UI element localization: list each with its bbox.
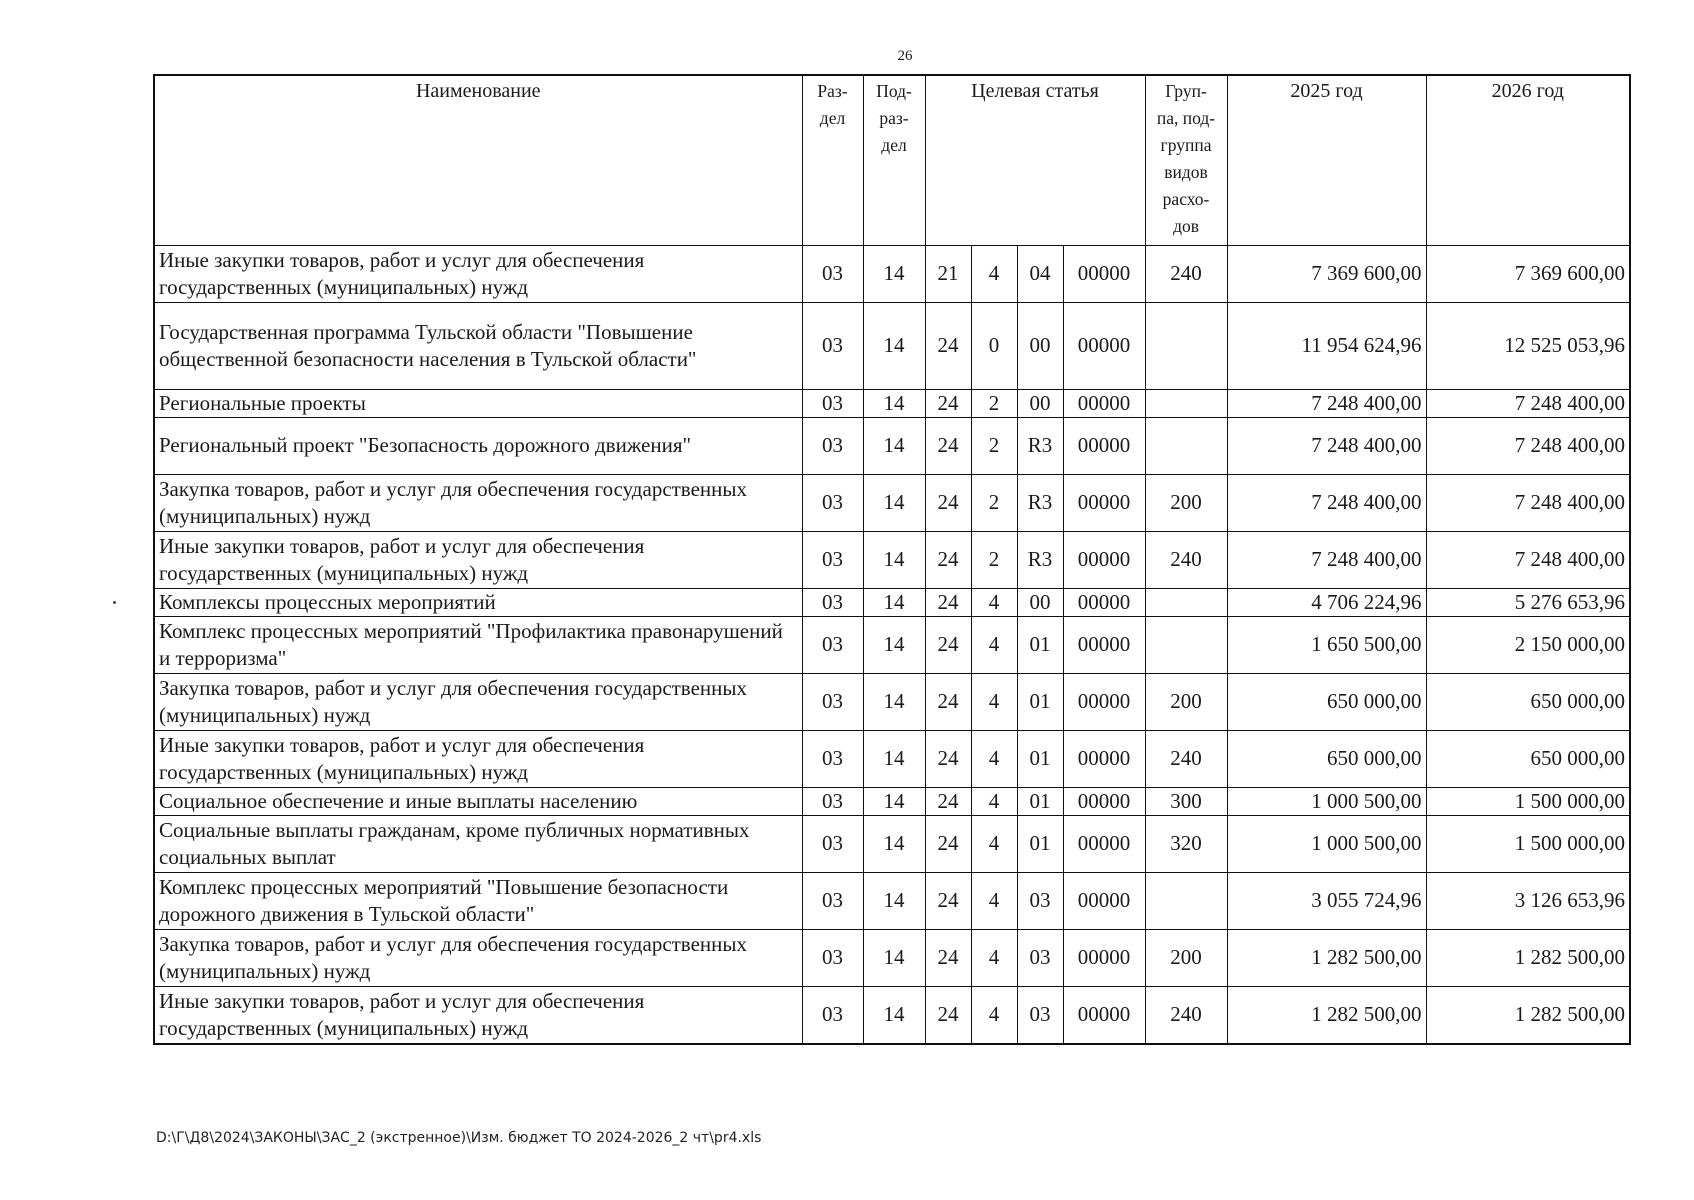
cell-target-subprogram: 0 xyxy=(971,302,1017,389)
cell-name: Региональный проект "Безопасность дорожного движения" xyxy=(154,417,802,474)
cell-expense-group: 300 xyxy=(1145,787,1227,815)
header-target-article: Целевая статья xyxy=(925,75,1145,245)
cell-razdel: 03 xyxy=(802,815,863,872)
cell-expense-group xyxy=(1145,302,1227,389)
cell-expense-group xyxy=(1145,389,1227,417)
cell-amount-2026: 7 248 400,00 xyxy=(1426,474,1630,531)
cell-target-program: 24 xyxy=(925,929,971,986)
cell-amount-2026: 5 276 653,96 xyxy=(1426,588,1630,616)
cell-amount-2026: 3 126 653,96 xyxy=(1426,872,1630,929)
cell-amount-2025: 1 282 500,00 xyxy=(1227,929,1426,986)
cell-expense-group xyxy=(1145,872,1227,929)
cell-target-subprogram: 4 xyxy=(971,730,1017,787)
cell-target-program: 24 xyxy=(925,730,971,787)
cell-target-event: 03 xyxy=(1017,872,1063,929)
cell-name: Закупка товаров, работ и услуг для обеспечения государственных (муниципальных) нужд xyxy=(154,929,802,986)
table-row xyxy=(154,616,1630,673)
cell-amount-2025: 7 248 400,00 xyxy=(1227,531,1426,588)
table-row xyxy=(154,389,1630,417)
cell-target-program: 24 xyxy=(925,302,971,389)
cell-amount-2025: 1 650 500,00 xyxy=(1227,616,1426,673)
cell-target-subprogram: 2 xyxy=(971,531,1017,588)
header-podrazdel-line-2: раз- xyxy=(879,108,909,128)
cell-target-direction: 00000 xyxy=(1063,787,1145,815)
cell-razdel: 03 xyxy=(802,245,863,302)
header-expense-group xyxy=(1145,75,1227,245)
cell-target-subprogram: 4 xyxy=(971,815,1017,872)
cell-name: Иные закупки товаров, работ и услуг для обеспечения государственных (муниципальных) нужд xyxy=(154,245,802,302)
cell-razdel: 03 xyxy=(802,616,863,673)
cell-amount-2025: 650 000,00 xyxy=(1227,673,1426,730)
cell-amount-2026: 7 248 400,00 xyxy=(1426,531,1630,588)
cell-razdel: 03 xyxy=(802,872,863,929)
cell-podrazdel: 14 xyxy=(863,929,925,986)
cell-target-program: 24 xyxy=(925,531,971,588)
cell-razdel: 03 xyxy=(802,474,863,531)
cell-target-subprogram: 4 xyxy=(971,588,1017,616)
cell-amount-2025: 1 000 500,00 xyxy=(1227,815,1426,872)
file-path-footer: D:\Г\Д8\2024\ЗАКОНЫ\ЗАС_2 (экстренное)\Изм. бюджет ТО 2024-2026_2 чт\pr4.xls xyxy=(156,1130,762,1146)
cell-target-event: 00 xyxy=(1017,389,1063,417)
cell-amount-2025: 7 248 400,00 xyxy=(1227,389,1426,417)
table-row xyxy=(154,815,1630,872)
header-razdel-line-1: Раз- xyxy=(817,81,848,101)
cell-target-event: R3 xyxy=(1017,531,1063,588)
cell-target-program: 24 xyxy=(925,673,971,730)
scan-speck xyxy=(113,601,116,604)
cell-target-subprogram: 4 xyxy=(971,673,1017,730)
header-group-line-3: группа xyxy=(1160,135,1212,155)
cell-podrazdel: 14 xyxy=(863,245,925,302)
cell-name: Закупка товаров, работ и услуг для обеспечения государственных (муниципальных) нужд xyxy=(154,673,802,730)
cell-target-program: 24 xyxy=(925,588,971,616)
header-razdel-line-2: дел xyxy=(819,108,846,128)
cell-amount-2025: 650 000,00 xyxy=(1227,730,1426,787)
cell-target-program: 24 xyxy=(925,787,971,815)
cell-amount-2026: 650 000,00 xyxy=(1426,730,1630,787)
cell-target-subprogram: 2 xyxy=(971,417,1017,474)
cell-podrazdel: 14 xyxy=(863,986,925,1044)
cell-razdel: 03 xyxy=(802,417,863,474)
cell-expense-group: 240 xyxy=(1145,245,1227,302)
cell-target-event: 01 xyxy=(1017,673,1063,730)
cell-amount-2025: 1 000 500,00 xyxy=(1227,787,1426,815)
cell-target-program: 21 xyxy=(925,245,971,302)
cell-target-program: 24 xyxy=(925,815,971,872)
cell-target-subprogram: 2 xyxy=(971,389,1017,417)
cell-podrazdel: 14 xyxy=(863,531,925,588)
header-podrazdel-line-1: Под- xyxy=(876,81,912,101)
cell-target-subprogram: 4 xyxy=(971,787,1017,815)
cell-amount-2026: 1 500 000,00 xyxy=(1426,815,1630,872)
cell-podrazdel: 14 xyxy=(863,787,925,815)
table-row xyxy=(154,302,1630,389)
cell-target-event: 01 xyxy=(1017,787,1063,815)
cell-amount-2026: 7 248 400,00 xyxy=(1426,417,1630,474)
cell-podrazdel: 14 xyxy=(863,417,925,474)
cell-target-direction: 00000 xyxy=(1063,588,1145,616)
cell-expense-group: 200 xyxy=(1145,673,1227,730)
cell-name: Социальное обеспечение и иные выплаты населению xyxy=(154,787,802,815)
cell-target-event: 01 xyxy=(1017,616,1063,673)
cell-expense-group: 240 xyxy=(1145,730,1227,787)
table-row xyxy=(154,245,1630,302)
cell-amount-2025: 3 055 724,96 xyxy=(1227,872,1426,929)
cell-target-subprogram: 4 xyxy=(971,872,1017,929)
cell-target-event: 04 xyxy=(1017,245,1063,302)
cell-podrazdel: 14 xyxy=(863,815,925,872)
cell-amount-2026: 12 525 053,96 xyxy=(1426,302,1630,389)
cell-amount-2026: 7 248 400,00 xyxy=(1426,389,1630,417)
cell-podrazdel: 14 xyxy=(863,730,925,787)
cell-amount-2025: 11 954 624,96 xyxy=(1227,302,1426,389)
cell-target-event: 03 xyxy=(1017,986,1063,1044)
cell-target-direction: 00000 xyxy=(1063,474,1145,531)
cell-razdel: 03 xyxy=(802,673,863,730)
cell-target-program: 24 xyxy=(925,474,971,531)
cell-podrazdel: 14 xyxy=(863,302,925,389)
header-group-line-4: видов xyxy=(1164,162,1208,182)
cell-amount-2026: 1 282 500,00 xyxy=(1426,929,1630,986)
cell-target-event: 03 xyxy=(1017,929,1063,986)
cell-target-event: 01 xyxy=(1017,730,1063,787)
cell-name: Государственная программа Тульской области "Повышение общественной безопасности населения в Тульской области" xyxy=(154,302,802,389)
cell-name: Закупка товаров, работ и услуг для обеспечения государственных (муниципальных) нужд xyxy=(154,474,802,531)
table-row xyxy=(154,787,1630,815)
cell-amount-2026: 2 150 000,00 xyxy=(1426,616,1630,673)
cell-target-direction: 00000 xyxy=(1063,531,1145,588)
cell-target-program: 24 xyxy=(925,872,971,929)
cell-target-program: 24 xyxy=(925,986,971,1044)
cell-podrazdel: 14 xyxy=(863,673,925,730)
cell-target-direction: 00000 xyxy=(1063,730,1145,787)
cell-razdel: 03 xyxy=(802,389,863,417)
table-row xyxy=(154,474,1630,531)
cell-expense-group xyxy=(1145,417,1227,474)
cell-amount-2026: 1 282 500,00 xyxy=(1426,986,1630,1044)
cell-razdel: 03 xyxy=(802,302,863,389)
cell-podrazdel: 14 xyxy=(863,389,925,417)
header-podrazdel xyxy=(863,75,925,245)
cell-target-direction: 00000 xyxy=(1063,929,1145,986)
header-group-line-1: Груп- xyxy=(1165,81,1207,101)
header-name: Наименование xyxy=(154,75,802,245)
table-row xyxy=(154,872,1630,929)
cell-target-direction: 00000 xyxy=(1063,872,1145,929)
cell-target-direction: 00000 xyxy=(1063,673,1145,730)
cell-target-subprogram: 4 xyxy=(971,986,1017,1044)
cell-expense-group: 200 xyxy=(1145,929,1227,986)
cell-target-program: 24 xyxy=(925,389,971,417)
cell-amount-2025: 7 248 400,00 xyxy=(1227,474,1426,531)
cell-expense-group xyxy=(1145,616,1227,673)
header-year-2026: 2026 год xyxy=(1426,75,1630,245)
cell-target-direction: 00000 xyxy=(1063,986,1145,1044)
cell-podrazdel: 14 xyxy=(863,616,925,673)
cell-expense-group: 200 xyxy=(1145,474,1227,531)
cell-podrazdel: 14 xyxy=(863,588,925,616)
cell-name: Социальные выплаты гражданам, кроме публичных нормативных социальных выплат xyxy=(154,815,802,872)
cell-target-direction: 00000 xyxy=(1063,417,1145,474)
cell-razdel: 03 xyxy=(802,730,863,787)
cell-name: Комплексы процессных мероприятий xyxy=(154,588,802,616)
table-row xyxy=(154,673,1630,730)
table-header-row xyxy=(154,75,1630,245)
cell-razdel: 03 xyxy=(802,986,863,1044)
page-number: 26 xyxy=(897,48,913,64)
cell-target-event: 00 xyxy=(1017,302,1063,389)
cell-name: Комплекс процессных мероприятий "Повышение безопасности дорожного движения в Тульской области" xyxy=(154,872,802,929)
cell-target-event: R3 xyxy=(1017,417,1063,474)
cell-expense-group xyxy=(1145,588,1227,616)
cell-expense-group: 240 xyxy=(1145,986,1227,1044)
cell-podrazdel: 14 xyxy=(863,474,925,531)
cell-amount-2026: 1 500 000,00 xyxy=(1426,787,1630,815)
cell-name: Иные закупки товаров, работ и услуг для обеспечения государственных (муниципальных) нужд xyxy=(154,531,802,588)
cell-target-direction: 00000 xyxy=(1063,616,1145,673)
cell-target-program: 24 xyxy=(925,616,971,673)
cell-amount-2025: 7 248 400,00 xyxy=(1227,417,1426,474)
cell-target-subprogram: 4 xyxy=(971,929,1017,986)
cell-target-direction: 00000 xyxy=(1063,302,1145,389)
cell-name: Иные закупки товаров, работ и услуг для обеспечения государственных (муниципальных) нужд xyxy=(154,730,802,787)
cell-target-event: 00 xyxy=(1017,588,1063,616)
header-group-line-2: па, под- xyxy=(1156,108,1216,128)
cell-expense-group: 320 xyxy=(1145,815,1227,872)
cell-target-subprogram: 4 xyxy=(971,616,1017,673)
cell-name: Комплекс процессных мероприятий "Профилактика правонарушений и терроризма" xyxy=(154,616,802,673)
cell-target-direction: 00000 xyxy=(1063,245,1145,302)
cell-podrazdel: 14 xyxy=(863,872,925,929)
cell-razdel: 03 xyxy=(802,929,863,986)
header-year-2025: 2025 год xyxy=(1227,75,1426,245)
cell-target-program: 24 xyxy=(925,417,971,474)
header-group-line-5: расхо- xyxy=(1162,189,1210,209)
cell-amount-2025: 1 282 500,00 xyxy=(1227,986,1426,1044)
cell-amount-2025: 7 369 600,00 xyxy=(1227,245,1426,302)
table-row xyxy=(154,417,1630,474)
cell-target-subprogram: 2 xyxy=(971,474,1017,531)
cell-amount-2025: 4 706 224,96 xyxy=(1227,588,1426,616)
cell-amount-2026: 7 369 600,00 xyxy=(1426,245,1630,302)
table-row xyxy=(154,929,1630,986)
cell-name: Региональные проекты xyxy=(154,389,802,417)
cell-amount-2026: 650 000,00 xyxy=(1426,673,1630,730)
table-row xyxy=(154,730,1630,787)
cell-expense-group: 240 xyxy=(1145,531,1227,588)
table-row xyxy=(154,986,1630,1044)
cell-razdel: 03 xyxy=(802,531,863,588)
cell-name: Иные закупки товаров, работ и услуг для обеспечения государственных (муниципальных) нужд xyxy=(154,986,802,1044)
header-podrazdel-line-3: дел xyxy=(881,135,907,155)
cell-target-direction: 00000 xyxy=(1063,389,1145,417)
cell-target-subprogram: 4 xyxy=(971,245,1017,302)
table-body xyxy=(154,245,1630,1044)
header-razdel xyxy=(802,75,863,245)
budget-table xyxy=(153,74,1631,1045)
cell-razdel: 03 xyxy=(802,588,863,616)
header-group-line-6: дов xyxy=(1173,216,1199,236)
cell-target-event: 01 xyxy=(1017,815,1063,872)
table-row xyxy=(154,531,1630,588)
cell-target-direction: 00000 xyxy=(1063,815,1145,872)
cell-target-event: R3 xyxy=(1017,474,1063,531)
table-row xyxy=(154,588,1630,616)
cell-razdel: 03 xyxy=(802,787,863,815)
